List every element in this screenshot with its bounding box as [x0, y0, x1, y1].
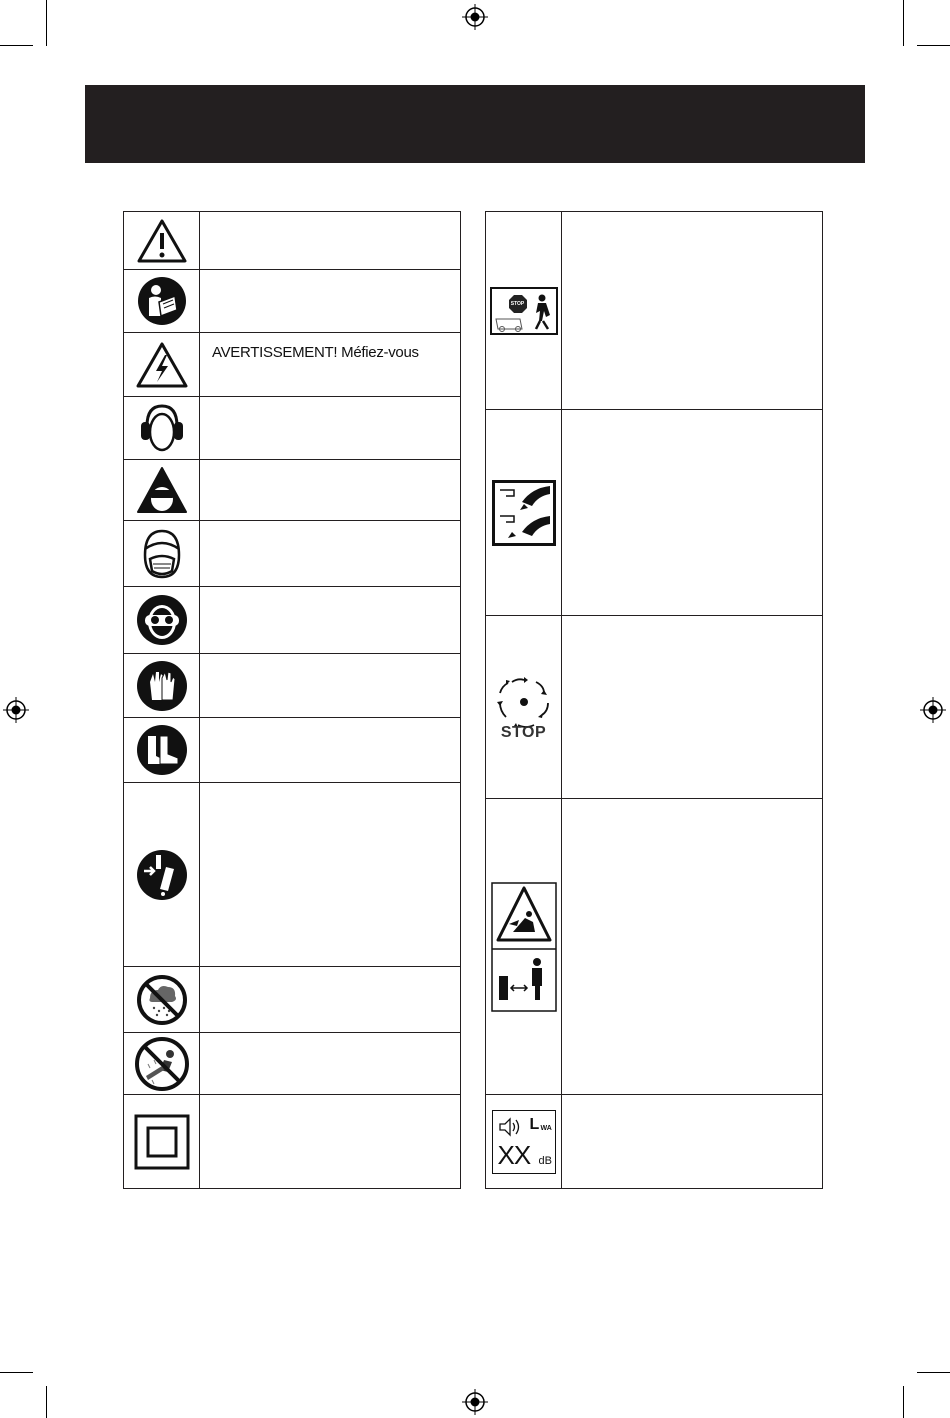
table-row — [124, 1033, 461, 1095]
table-row — [124, 212, 461, 270]
eye-protection-icon — [136, 594, 188, 646]
double-insulation-icon — [134, 1114, 190, 1170]
symbol-description — [200, 967, 460, 978]
registration-mark-icon — [462, 1389, 488, 1415]
symbol-description — [562, 1095, 822, 1106]
symbol-description — [200, 460, 460, 471]
electric-shock-icon — [135, 341, 189, 389]
read-manual-icon — [137, 276, 187, 326]
lwa-label: L — [529, 1115, 540, 1133]
section-header-bar — [85, 85, 865, 163]
gloves-icon — [136, 660, 188, 712]
symbol-description — [562, 616, 822, 627]
safety-symbols-table-right — [485, 211, 823, 1189]
warning-triangle-icon — [136, 218, 188, 264]
symbol-description — [200, 783, 460, 794]
table-row — [124, 460, 461, 521]
registration-mark-icon — [462, 4, 488, 30]
crop-mark — [917, 1372, 950, 1373]
stop-badge: STOP — [510, 300, 525, 307]
table-row — [124, 521, 461, 587]
symbol-description — [200, 1033, 460, 1044]
registration-mark-icon — [3, 697, 29, 723]
table-row — [124, 1095, 461, 1189]
table-row — [124, 333, 461, 397]
disconnect-plug-icon — [136, 849, 188, 901]
crop-mark — [0, 1372, 33, 1373]
symbol-description — [562, 799, 822, 810]
no-wet-hedge-icon — [134, 1036, 190, 1092]
table-row — [486, 410, 823, 616]
symbol-description — [200, 718, 460, 729]
symbol-description — [562, 212, 822, 223]
stop-before-cleaning-icon — [490, 287, 558, 335]
symbol-description: AVERTISSEMENT! Méfiez-vous — [212, 344, 419, 361]
crop-mark — [903, 1386, 904, 1418]
sound-power-level-icon — [492, 1110, 556, 1174]
safety-boots-icon — [136, 724, 188, 776]
symbol-description — [200, 521, 460, 532]
dust-mask-icon — [137, 527, 187, 581]
head-protection-icon — [136, 466, 188, 514]
crop-mark — [0, 45, 33, 46]
lwa-subscript: WA — [540, 1124, 552, 1132]
registration-mark-icon — [920, 697, 946, 723]
symbol-description — [200, 654, 460, 665]
thrown-objects-bystander-icon — [491, 882, 557, 1012]
crop-mark — [903, 0, 904, 46]
table-row — [124, 783, 461, 967]
table-row — [124, 967, 461, 1033]
symbol-description — [200, 397, 460, 408]
table-row — [486, 799, 823, 1095]
symbol-description — [200, 1095, 460, 1106]
ear-protection-icon — [137, 402, 187, 454]
table-row — [124, 654, 461, 718]
rotating-blade-stop-icon — [491, 673, 557, 741]
symbol-description — [200, 587, 460, 598]
crop-mark — [46, 0, 47, 46]
crop-mark — [46, 1386, 47, 1418]
hand-blade-hazard-icon — [492, 480, 556, 546]
table-row — [486, 616, 823, 799]
stop-label: STOP — [500, 724, 547, 741]
symbol-description — [200, 212, 460, 223]
safety-symbols-table-left — [123, 211, 461, 1189]
symbol-description — [200, 270, 460, 281]
sound-unit: dB — [538, 1154, 552, 1167]
table-row — [124, 718, 461, 783]
symbol-description — [562, 410, 822, 421]
sound-level-value: XX — [497, 1139, 531, 1170]
table-row — [124, 397, 461, 460]
crop-mark — [917, 45, 950, 46]
table-row — [486, 1095, 823, 1189]
table-row — [124, 270, 461, 333]
no-rain-icon — [136, 974, 188, 1026]
table-row — [486, 212, 823, 410]
table-row — [124, 587, 461, 654]
